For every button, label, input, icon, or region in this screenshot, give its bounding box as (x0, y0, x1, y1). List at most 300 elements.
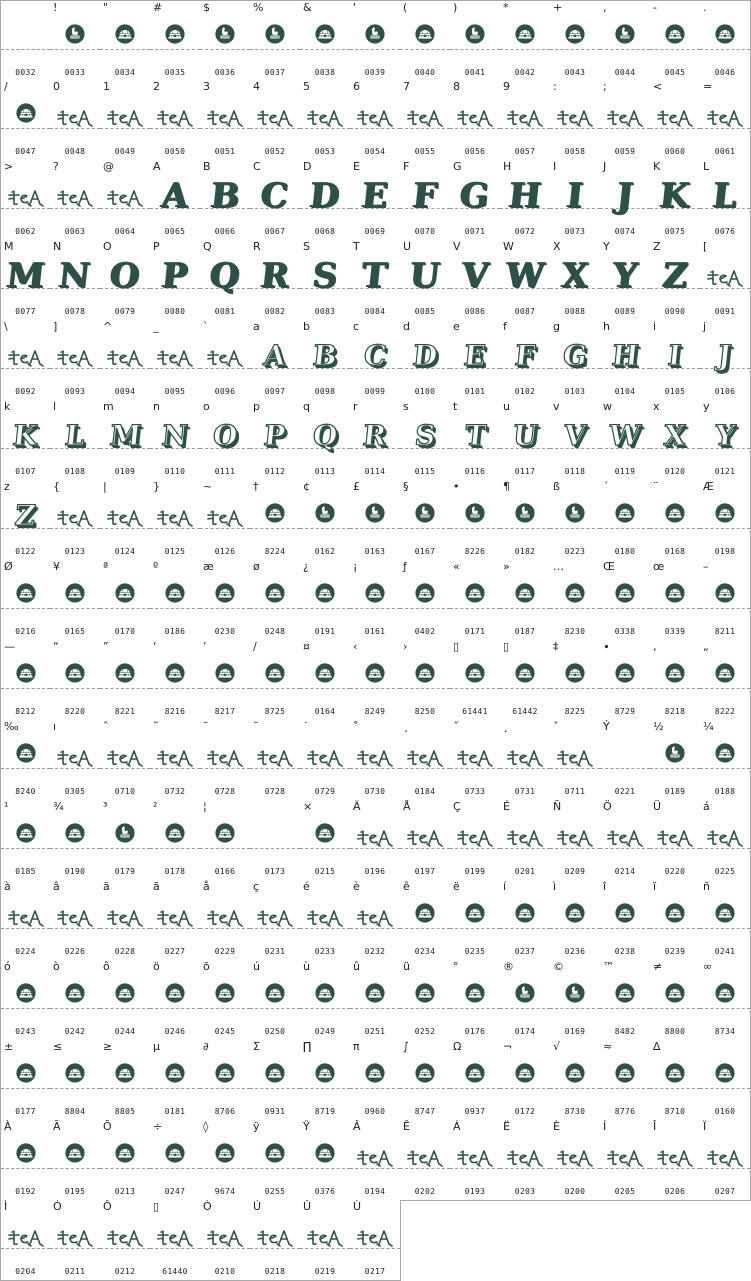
igloo-badge-icon (200, 1052, 250, 1100)
tea-logo-icon (650, 812, 700, 860)
character-label: m (103, 400, 114, 413)
glyph-cell (250, 320, 301, 401)
code-point-label: 0053 (314, 147, 336, 156)
glyph-preview (650, 332, 700, 380)
character-label: < (653, 80, 663, 93)
character-label: Y (603, 240, 610, 253)
character-label: > (4, 160, 14, 173)
character-label: B (203, 160, 211, 173)
goat-badge-icon (450, 13, 500, 61)
code-point-label: 0206 (664, 1187, 686, 1196)
glyph-cell (400, 400, 451, 481)
code-point-label: 0220 (664, 867, 686, 876)
character-label: ¨ (653, 480, 659, 493)
character-label: Ï (703, 1120, 707, 1133)
code-point-label: 0201 (514, 867, 536, 876)
code-point-label: 8804 (64, 1107, 86, 1116)
glyph-cell (100, 320, 151, 401)
glyph-cell (300, 1040, 351, 1121)
glyph-cell (100, 400, 151, 481)
character-label: Ü (653, 800, 662, 813)
character-label: 3 (203, 80, 210, 93)
character-label: æ (203, 560, 214, 573)
glyph-cell (250, 80, 301, 161)
glyph-cell (500, 320, 551, 401)
igloo-badge-icon (300, 572, 350, 620)
code-point-label: 0083 (314, 307, 336, 316)
code-point-label: 0196 (364, 867, 386, 876)
character-label: Œ (603, 560, 615, 573)
code-point-label: 0161 (364, 627, 386, 636)
glyph-letter: F (410, 176, 440, 216)
code-point-label: 0039 (364, 68, 386, 77)
glyph-cell (300, 160, 351, 241)
glyph-preview (450, 332, 500, 380)
glyph-letter: V (459, 256, 491, 296)
glyph-cell (450, 160, 501, 241)
character-label: 9 (503, 80, 510, 93)
glyph-cell (300, 800, 351, 881)
glyph-cell (650, 720, 701, 801)
glyph-cell (500, 400, 551, 481)
glyph-cell (100, 1040, 151, 1121)
character-label: é (303, 880, 310, 893)
character-label: C (253, 160, 261, 173)
character-label: ÿ (253, 1120, 260, 1133)
glyph-cell (200, 240, 251, 321)
character-label: Ê (403, 1120, 410, 1133)
glyph-cell (200, 1040, 251, 1121)
glyph-cell (50, 80, 101, 161)
code-point-label: 0205 (614, 1187, 636, 1196)
igloo-badge-icon (400, 892, 450, 940)
igloo-badge-icon (550, 13, 600, 61)
code-point-label: 0122 (15, 547, 36, 556)
character-label: ‚ (653, 640, 657, 653)
character-label: í (503, 880, 507, 893)
igloo-badge-icon (400, 572, 450, 620)
glyph-letter: Z (13, 499, 38, 532)
igloo-badge-icon (350, 652, 400, 700)
character-label: ∆ (653, 1040, 661, 1053)
code-point-label: 61442 (512, 707, 538, 716)
glyph-letter: Q (311, 419, 339, 452)
igloo-badge-icon (200, 812, 250, 860)
igloo-badge-icon (50, 1052, 100, 1100)
tea-logo-icon (550, 812, 600, 860)
glyph-cell (400, 240, 451, 321)
character-label: ∙ (603, 640, 610, 653)
character-label: ™ (603, 960, 614, 973)
code-point-label: 0066 (214, 227, 236, 236)
igloo-badge-icon (100, 652, 150, 700)
code-point-label: 0061 (714, 147, 736, 156)
goat-badge-icon (350, 492, 400, 540)
glyph-cell (250, 800, 301, 881)
character-label: v (553, 400, 560, 413)
glyph-cell (600, 640, 651, 721)
character-label: ▯ (453, 640, 460, 653)
glyph-cell (700, 880, 751, 961)
tea-logo-icon (600, 812, 650, 860)
character-label: = (703, 80, 713, 93)
glyph-letter: B (311, 339, 339, 372)
character-label: ÷ (153, 1120, 163, 1133)
character-label: ‰ (4, 720, 19, 733)
code-point-label: 0093 (64, 387, 86, 396)
glyph-cell (450, 960, 501, 1041)
igloo-badge-icon (700, 972, 750, 1020)
character-label: ! (53, 1, 58, 14)
glyph-cell (400, 640, 451, 721)
code-point-label: 0190 (64, 867, 86, 876)
glyph-preview (700, 172, 750, 220)
code-point-label: 8221 (114, 707, 136, 716)
character-label: ˆ (103, 720, 109, 733)
igloo-badge-icon (150, 572, 200, 620)
igloo-badge-icon (250, 1132, 300, 1180)
character-label: ï (653, 880, 657, 893)
character-label: A (153, 160, 161, 173)
glyph-cell (300, 1120, 351, 1201)
character-label: c (353, 320, 360, 333)
glyph-cell (0, 800, 51, 881)
glyph-letter: F (513, 339, 537, 372)
glyph-cell (100, 0, 151, 81)
code-point-label: 0730 (364, 787, 386, 796)
glyph-cell (700, 800, 751, 881)
character-label: ¿ (303, 560, 309, 573)
igloo-badge-icon (650, 1052, 700, 1100)
code-point-label: 0037 (264, 68, 286, 77)
igloo-badge-icon (300, 972, 350, 1020)
code-point-label: 0213 (114, 1187, 136, 1196)
code-point-label: 0095 (164, 387, 186, 396)
character-label: ¢ (303, 480, 310, 493)
code-point-label: 0229 (214, 947, 236, 956)
character-label: ∕ (253, 640, 257, 653)
glyph-letter: B (208, 176, 242, 216)
code-point-label: 0188 (714, 787, 736, 796)
code-point-label: 0176 (464, 1027, 486, 1036)
glyph-letter: N (57, 256, 93, 296)
glyph-letter: Y (610, 256, 640, 296)
igloo-badge-icon (300, 1052, 350, 1100)
glyph-cell (550, 560, 601, 641)
tea-logo-icon (50, 332, 100, 380)
character-label: ∫ (403, 1040, 409, 1053)
code-point-label: 0047 (15, 147, 36, 156)
code-point-label: 0214 (614, 867, 636, 876)
code-point-label: 0189 (664, 787, 686, 796)
glyph-cell (250, 880, 301, 961)
tea-logo-icon (300, 732, 350, 780)
glyph-preview (250, 252, 300, 300)
character-label: î (603, 880, 607, 893)
character-label: ; (603, 80, 607, 93)
character-label: U (403, 240, 412, 253)
tea-logo-icon (450, 812, 500, 860)
glyph-cell (0, 1120, 51, 1201)
code-point-label: 0036 (214, 68, 236, 77)
glyph-cell (0, 960, 51, 1041)
character-label: Õ (103, 1120, 112, 1133)
glyph-cell (200, 1200, 251, 1281)
code-point-label: 0058 (564, 147, 586, 156)
character-label: È (553, 1120, 560, 1133)
igloo-badge-icon (250, 652, 300, 700)
glyph-cell (600, 720, 651, 801)
glyph-cell (400, 880, 451, 961)
character-label: ã (153, 880, 160, 893)
glyph-preview (350, 172, 400, 220)
igloo-badge-icon (350, 972, 400, 1020)
character-label: / (4, 80, 8, 93)
glyph-cell (500, 240, 551, 321)
glyph-preview (50, 412, 100, 460)
character-label: Ÿ (303, 1120, 310, 1133)
glyph-cell (550, 160, 601, 241)
glyph-cell (700, 1120, 751, 1201)
character-label: I (553, 160, 557, 173)
character-label: ± (4, 1040, 14, 1053)
code-point-label: 0224 (15, 947, 36, 956)
glyph-cell (400, 800, 451, 881)
code-point-label: 0174 (514, 1027, 536, 1036)
character-label: û (353, 960, 360, 973)
glyph-cell (550, 80, 601, 161)
character-label: ´ (603, 480, 609, 493)
character-label: ² (153, 800, 158, 813)
glyph-cell (0, 560, 51, 641)
character-label: ] (53, 320, 58, 333)
character-label: @ (103, 160, 114, 173)
glyph-cell (600, 1040, 651, 1121)
character-label: n (153, 400, 160, 413)
glyph-letter: W (503, 256, 547, 296)
character-label: s (403, 400, 409, 413)
code-point-label: 0165 (64, 627, 86, 636)
code-point-label: 0221 (614, 787, 636, 796)
tea-logo-icon (250, 892, 300, 940)
character-label: É (503, 800, 510, 813)
character-label: ª (103, 560, 109, 573)
glyph-cell (0, 80, 51, 161)
code-point-label: 0241 (714, 947, 736, 956)
code-point-label: 0113 (314, 467, 336, 476)
tea-logo-icon (500, 1132, 550, 1180)
glyph-letter: X (662, 419, 688, 452)
glyph-cell (100, 480, 151, 561)
character-label: ◊ (203, 1120, 209, 1133)
character-label: × (303, 800, 313, 813)
character-label: [ (703, 240, 708, 253)
character-label: © (553, 960, 564, 973)
code-point-label: 0062 (15, 227, 36, 236)
tea-logo-icon (400, 92, 450, 140)
code-point-label: 8240 (15, 787, 36, 796)
glyph-preview (450, 412, 500, 460)
tea-logo-icon (100, 332, 150, 380)
igloo-badge-icon (300, 812, 350, 860)
code-point-label: 0199 (464, 867, 486, 876)
tea-logo-icon (250, 1212, 300, 1260)
character-label: 1 (103, 80, 110, 93)
glyph-cell (500, 640, 551, 721)
glyph-cell (450, 80, 501, 161)
glyph-cell (100, 720, 151, 801)
tea-logo-icon (550, 1132, 600, 1180)
glyph-cell (550, 880, 601, 961)
code-point-label: 0105 (664, 387, 686, 396)
glyph-preview (250, 332, 300, 380)
glyph-cell (500, 80, 551, 161)
character-label: ¦ (203, 800, 207, 813)
igloo-badge-icon (450, 652, 500, 700)
tea-logo-icon (50, 492, 100, 540)
glyph-cell (350, 160, 401, 241)
code-point-label: 0115 (414, 467, 436, 476)
code-point-label: 0215 (314, 867, 336, 876)
glyph-preview (350, 412, 400, 460)
glyph-cell (450, 1040, 501, 1121)
glyph-cell (650, 320, 701, 401)
code-point-label: 0172 (514, 1107, 536, 1116)
glyph-cell (0, 1200, 51, 1281)
code-point-label: 0101 (464, 387, 486, 396)
code-point-label: 0191 (314, 627, 336, 636)
tea-logo-icon (250, 732, 300, 780)
character-label: j (703, 320, 707, 333)
glyph-cell (250, 240, 301, 321)
character-label: ~ (203, 480, 213, 493)
igloo-badge-icon (1, 1052, 50, 1100)
code-point-label: 0051 (214, 147, 236, 156)
glyph-preview (200, 172, 250, 220)
igloo-badge-icon (700, 13, 750, 61)
glyph-cell (350, 800, 401, 881)
glyph-preview (650, 172, 700, 220)
glyph-cell (100, 160, 151, 241)
glyph-cell (650, 160, 701, 241)
igloo-badge-icon (100, 1132, 150, 1180)
code-point-label: 9674 (214, 1187, 236, 1196)
code-point-label: 0034 (114, 68, 136, 77)
igloo-badge-icon (550, 652, 600, 700)
glyph-cell (200, 320, 251, 401)
character-label: ˜ (153, 720, 159, 733)
igloo-badge-icon (100, 1052, 150, 1100)
code-point-label: 0063 (64, 227, 86, 236)
glyph-cell (600, 160, 651, 241)
character-label: r (353, 400, 358, 413)
glyph-cell (50, 400, 101, 481)
glyph-preview (500, 172, 550, 220)
igloo-badge-icon (500, 652, 550, 700)
goat-badge-icon (100, 812, 150, 860)
character-label: q (303, 400, 310, 413)
code-point-label: 8250 (414, 707, 436, 716)
glyph-cell (600, 800, 651, 881)
glyph-cell (400, 720, 451, 801)
code-point-label: 0960 (364, 1107, 386, 1116)
character-label: " (103, 1, 109, 14)
glyph-cell (100, 800, 151, 881)
code-point-label: 0376 (314, 1187, 336, 1196)
glyph-cell (50, 800, 101, 881)
code-point-label: 8706 (214, 1107, 236, 1116)
character-label: | (103, 480, 107, 493)
glyph-letter: A (262, 339, 288, 372)
tea-logo-icon (350, 1212, 400, 1260)
igloo-badge-icon (200, 1132, 250, 1180)
glyph-cell (400, 320, 451, 401)
code-point-label: 61440 (162, 1267, 188, 1276)
glyph-cell (400, 1040, 451, 1121)
character-label: K (653, 160, 661, 173)
code-point-label: 0203 (514, 1187, 536, 1196)
character-label: § (403, 480, 409, 493)
tea-logo-icon (300, 92, 350, 140)
code-point-label: 0171 (464, 627, 486, 636)
tea-logo-icon (650, 92, 700, 140)
glyph-preview (500, 332, 550, 380)
glyph-cell (50, 720, 101, 801)
code-point-label: 0249 (314, 1027, 336, 1036)
code-point-label: 8218 (664, 707, 686, 716)
character-label: â (53, 880, 60, 893)
glyph-cell (600, 320, 651, 401)
glyph-letter: S (310, 256, 340, 296)
character-label: å (203, 880, 210, 893)
tea-logo-icon (500, 92, 550, 140)
character-label: ê (403, 880, 410, 893)
code-point-label: 0228 (114, 947, 136, 956)
code-point-label: 0305 (64, 787, 86, 796)
character-label: Ô (103, 1200, 112, 1213)
igloo-badge-icon (600, 892, 650, 940)
code-point-label: 0110 (164, 467, 186, 476)
code-point-label: 0044 (614, 68, 636, 77)
code-point-label: 8217 (214, 707, 236, 716)
glyph-cell (200, 560, 251, 641)
glyph-cell (150, 320, 201, 401)
tea-logo-icon (200, 92, 250, 140)
character-label: … (553, 560, 564, 573)
glyph-cell (350, 720, 401, 801)
character-label: k (4, 400, 11, 413)
code-point-label: 0181 (164, 1107, 186, 1116)
tea-logo-icon (700, 92, 750, 140)
igloo-badge-icon (700, 1052, 750, 1100)
character-label: ë (453, 880, 460, 893)
glyph-letter: M (4, 256, 47, 296)
character-label: , (603, 1, 607, 14)
glyph-letter: I (564, 176, 586, 216)
code-point-label: 0198 (714, 547, 736, 556)
igloo-badge-icon (650, 892, 700, 940)
character-label: π (353, 1040, 360, 1053)
glyph-cell (600, 240, 651, 321)
glyph-letter: L (710, 176, 740, 216)
character-label: t (453, 400, 458, 413)
code-point-label: 0084 (364, 307, 386, 316)
tea-logo-icon (200, 892, 250, 940)
code-point-label: 0204 (15, 1267, 36, 1276)
glyph-cell (300, 80, 351, 161)
glyph-preview (200, 412, 250, 460)
character-label: u (503, 400, 510, 413)
